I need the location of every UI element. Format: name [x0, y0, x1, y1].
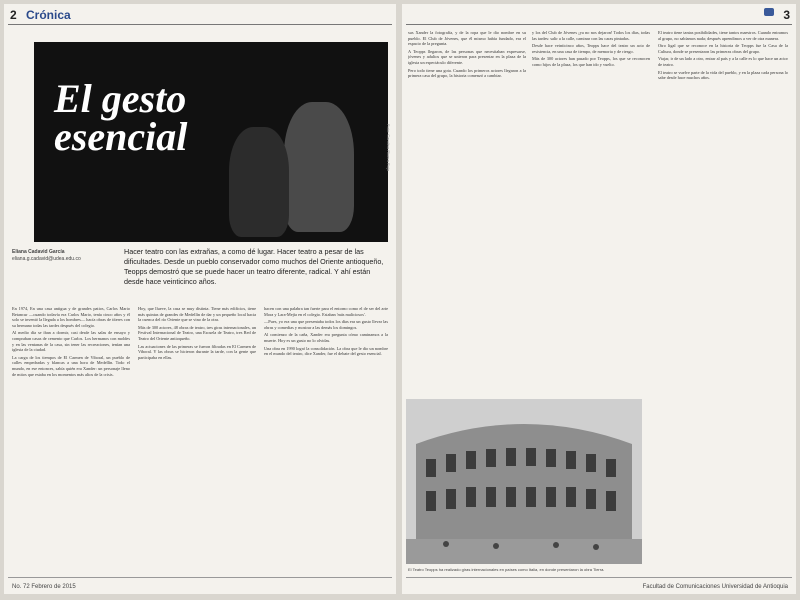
- paragraph: Más de 300 actores han pasado por Teopps, los que se reconocen como hijos de la plaza, los que han ido y vuelto.: [532, 56, 650, 67]
- faculty-footer: Facultad de Comunicaciones Universidad de Antioquia: [642, 584, 788, 590]
- paragraph: sus Xander la fotografía, y de la ropa que le dio nombre en su pueblo. El Club de Jóvenes, que él mismo había fundado, era el espacio de la pregunta.: [408, 30, 526, 47]
- header-rule: [8, 24, 392, 25]
- colosseum-photo: [406, 399, 642, 564]
- paragraph: Al medio día se iban a dormir, casi desde las salas de ensayo y compraban casas de cemento que Carlos. Los hermanos con moldes y en las ventanas de la casa, sin tener las recreaciones, tenían una iglesia de la ciudad.: [12, 330, 130, 353]
- paragraph: Pero todo tiene una gota. Cuando los primeros actores llegaron a la primera casa del grupo, la historia comenzó a cambiar.: [408, 67, 526, 79]
- byline: [12, 249, 112, 263]
- paragraph: La carga de los tiempos de El Carmen de Viboral, un pueblo de calles empedradas y blancas a una hora de Medellín. Todo el mundo, en ese entonces, sabía quién era Xander: un personaje lleno de mitos que estaba en los momentos más altos de la crisis.: [12, 354, 130, 377]
- paragraph: Desde hace veinticinco años, Teopps hace del teatro un acto de resistencia, en una casa de tiempo, de memoria y de riesgo.: [532, 43, 650, 54]
- header-rule: [406, 24, 792, 25]
- author-email: eliana.g.cadavid@udea.edu.co: [12, 256, 81, 262]
- section-badge: [764, 8, 774, 16]
- column-1: [408, 30, 526, 395]
- paragraph: El teatro tiene tantas posibilidades, tiene tantos maestros. Cuando entramos al grupo, no sabíamos nada; después aprendimos a ver de otra manera.: [658, 30, 788, 41]
- actor-figure: [284, 102, 354, 232]
- paragraph: A Teopps llegaron, de las personas que necesitaban expresarse, jóvenes y adultos que se unieron para presentar en la plaza de la iglesia un espectáculo diferente.: [408, 48, 526, 65]
- hero-title: El gesto esencial: [54, 76, 188, 159]
- column-3: [658, 30, 788, 570]
- lead-paragraph: Hacer teatro con las extrañas, a como dé lugar. Hacer teatro a pesar de las dificultades. Desde un pueblo conservador como muchos del Oriente antioqueño, Teopps demostró que se puede hacer un teatro diferente, radical. Y ahí están desde hace veinticinco años.: [124, 247, 384, 286]
- page-number-left: 2: [10, 8, 17, 22]
- footer-rule: [8, 577, 392, 578]
- column-2: [532, 30, 650, 395]
- column-3: [264, 306, 388, 576]
- paragraph: Al comienzo de la caña, Xander era pregunta cómo caminamos a la muerte. Hoy es un gusto no lo olvidas.: [264, 332, 388, 343]
- paragraph: Las actuaciones de las primeras se fueron filtradas en El Carmen de Viboral. Y las obras se hicieron durante la tarde, con la gente que participaba en ellas.: [138, 343, 256, 360]
- footer-rule: [406, 577, 792, 578]
- paragraph: y los del Club de Jóvenes ¡ya no nos dejaron! Todos los días, todas las tardes: salir a la calle, caminar con las caras pintadas.: [532, 30, 650, 41]
- hero-photo: [34, 42, 388, 242]
- column-2: [138, 306, 256, 576]
- paragraph: —Pues, yo era una que presentaba todos los días era un gusto llevar las obras y comedias y mostrar a las demás los domingos.: [264, 319, 388, 330]
- photo-credit: Foto: Carolina Rivera Roja: [386, 124, 391, 172]
- page-number-right: 3: [783, 8, 790, 22]
- colosseum-illustration: [406, 399, 642, 564]
- photo-caption: El Teatro Teopps ha realizado giras internacionales en países como Italia, en donde presentaron la obra Tierra.: [408, 567, 605, 572]
- paragraph: Viajar, ir de un lado a otro, entrar al país y a la calle es lo que hace un actor de teatro.: [658, 56, 788, 67]
- paragraph: El teatro se vuelve parte de la vida del pueblo, y en la plaza cada persona lo sabe desde hace muchos años.: [658, 69, 788, 81]
- paragraph: Hoy, que llueve, la casa se muy distinta. Tiene más edificios, tiene más quintas de grandes de Medellín de dar y un pequeño local hacia la cuenca del río Oriente que se vino de la otra.: [138, 306, 256, 323]
- paragraph: Más de 300 actores, 48 obras de teatro, tres giras internacionales, un Festival Internacional de Teatro, una Escuela de Teatro, tres Red de Teatro del Oriente antioqueño.: [138, 324, 256, 341]
- paragraph: Otro ligal que se reconoce en la historia de Teopps fue la Casa de la Cultura, donde se presentaron las primeras obras del grupo.: [658, 43, 788, 54]
- paragraph: En 1974, En una casa antigua y de grandes patios, Carlos Mario Betancur —cuando todavía era Carlos Mario, tenía cinco años y él solo se inventó la llegada a los hombres— hacía obras de títeres con su hermano todas las tardes después del colegio.: [12, 306, 130, 328]
- right-page: [402, 4, 796, 594]
- author-name: Eliana Cadavid García: [12, 249, 65, 255]
- paragraph: Una obra en 1990 logró la consolidación. La obra que le dio un nombre en el mundo del teatro, dice Xander, fue el debate del gesto esencial.: [264, 345, 388, 357]
- issue-footer: No. 72 Febrero de 2015: [12, 584, 76, 590]
- left-page: [4, 4, 396, 594]
- paragraph: hacen con una palabra tan fuerte para el entorno como el de ser del arte Mora y Lara-Mejía en el colegio. Estaban 'más maliciosos'.: [264, 306, 388, 317]
- section-label: Crónica: [26, 8, 71, 22]
- column-1: [12, 306, 130, 576]
